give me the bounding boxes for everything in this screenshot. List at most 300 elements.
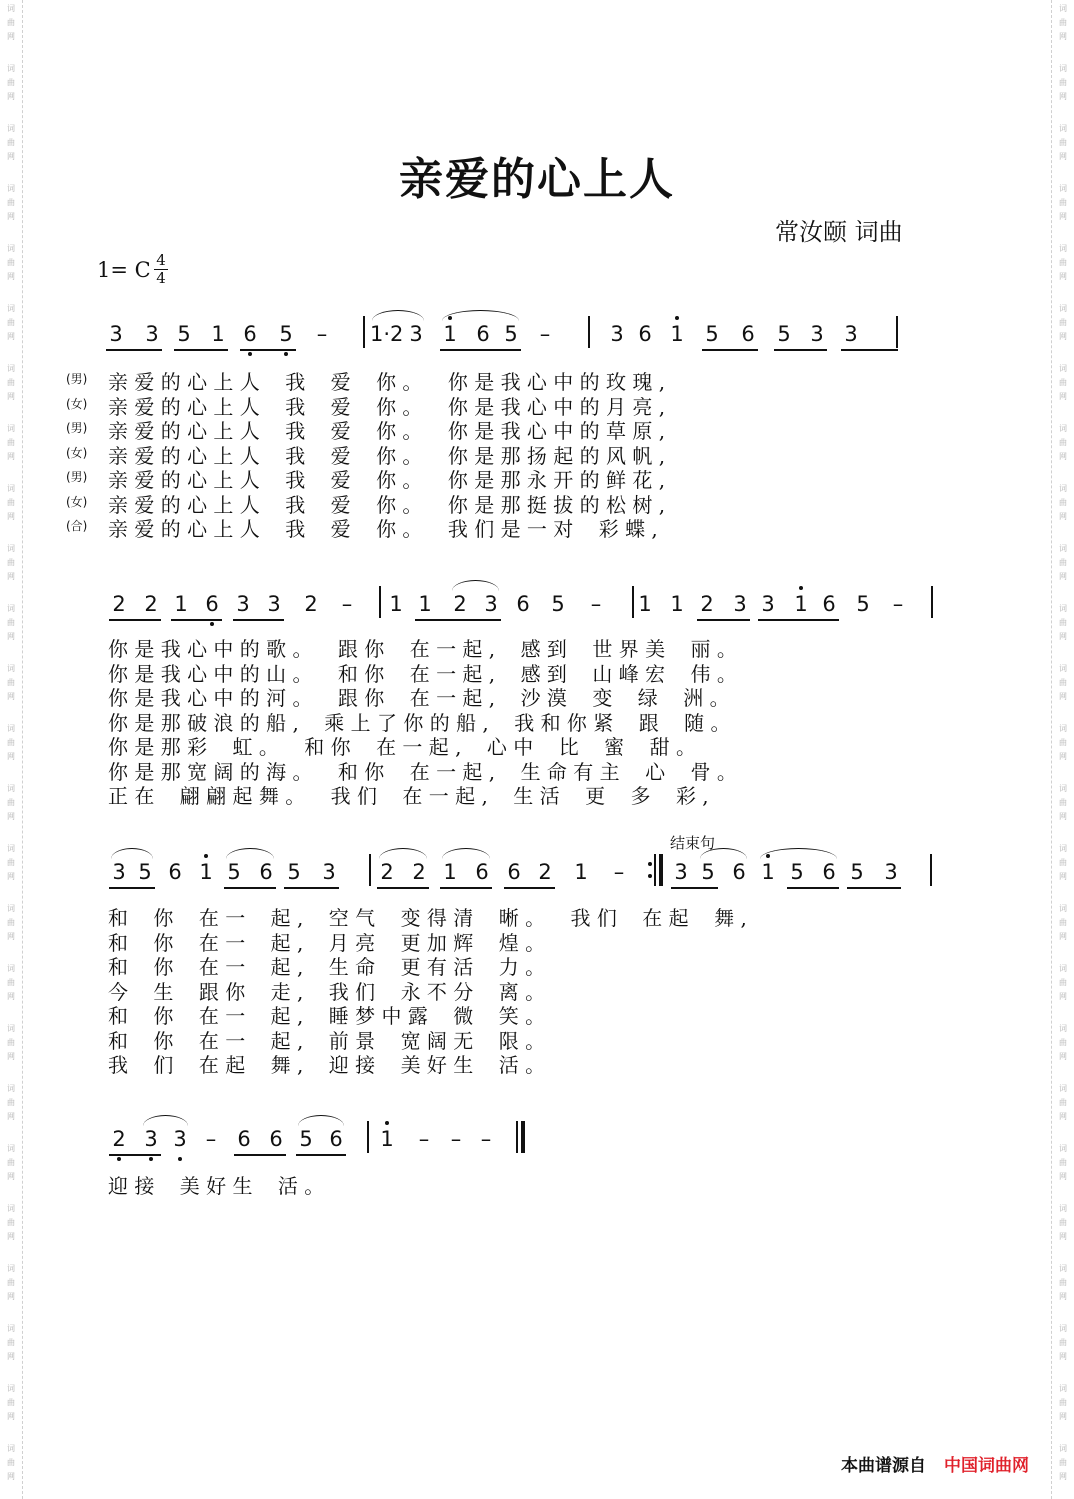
note: 6 [638, 322, 652, 346]
beam-underline [240, 349, 296, 351]
watermark-char: 网 [1059, 32, 1067, 41]
watermark-char: 曲 [7, 498, 15, 507]
watermark-char: 曲 [1059, 618, 1067, 627]
watermark-char: 词 [7, 784, 15, 793]
barline [379, 586, 381, 618]
barline [930, 854, 932, 886]
beam-underline [109, 619, 161, 621]
beam-underline [174, 349, 228, 351]
watermark-char: 曲 [7, 1458, 15, 1467]
beam-underline [702, 349, 758, 351]
note: 2 [112, 1127, 126, 1151]
lyric-line: 亲 爱 的 心 上 人 我 爱 你 。 你 是 我 心 中 的 草 原 , [108, 419, 666, 443]
watermark-char: 词 [1059, 244, 1067, 253]
song-title: 亲爱的心上人 [399, 154, 675, 205]
lyric-line: 亲 爱 的 心 上 人 我 爱 你 。 你 是 我 心 中 的 玫 瑰 , [108, 370, 666, 394]
watermark-char: 曲 [1059, 558, 1067, 567]
note: – [613, 860, 625, 884]
note: 5 [705, 322, 719, 346]
lyric-line: 今 生 跟 你 走 , 我 们 永 不 分 离 。 [108, 979, 546, 1004]
watermark-char: 网 [7, 212, 15, 221]
note: 6 [507, 860, 521, 884]
lyric-line: 正 在 翩 翩 起 舞 。 我 们 在 一 起 , 生 活 更 多 彩 , [108, 784, 709, 808]
watermark-char: 词 [7, 304, 15, 313]
watermark-char: 曲 [1059, 1458, 1067, 1467]
note: 2 [538, 860, 552, 884]
lyric-line: 亲 爱 的 心 上 人 我 爱 你 。 我 们 是 一 对 彩 蝶 , [108, 517, 658, 541]
watermark-char: 网 [1059, 92, 1067, 101]
note: 1 [389, 592, 403, 616]
watermark-char: 词 [1059, 124, 1067, 133]
ending-label: 结束句 [670, 834, 716, 852]
final-barline-thick [521, 1121, 525, 1153]
watermark-char: 网 [7, 512, 15, 521]
singer-role: (男) [66, 421, 88, 435]
beam-underline [440, 887, 492, 889]
watermark-char: 网 [1059, 332, 1067, 341]
note: 3 [884, 860, 898, 884]
note: 3 [322, 860, 336, 884]
watermark-char: 曲 [1059, 198, 1067, 207]
beam-underline [377, 887, 429, 889]
note: 1 [794, 592, 808, 616]
watermark-char: 网 [7, 872, 15, 881]
note: 6 [476, 322, 490, 346]
lyric-line: 你 是 我 心 中 的 山 。 和 你 在 一 起 , 感 到 山 峰 宏 伟 。 [108, 661, 737, 686]
beam-underline [234, 1154, 286, 1156]
watermark-char: 曲 [7, 738, 15, 747]
note: 2 [453, 592, 467, 616]
watermark-char: 词 [7, 544, 15, 553]
beam-underline [224, 887, 276, 889]
watermark-char: 网 [7, 1352, 15, 1361]
watermark-char: 词 [7, 1204, 15, 1213]
watermark-char: 网 [7, 992, 15, 1001]
watermark-char: 词 [7, 1264, 15, 1273]
note: – [450, 1127, 462, 1151]
watermark-char: 词 [1059, 1144, 1067, 1153]
note: 6 [516, 592, 530, 616]
note: 6 [822, 860, 836, 884]
note: 1 [199, 860, 213, 884]
watermark-char: 曲 [7, 198, 15, 207]
watermark-char: 网 [7, 572, 15, 581]
key-signature: 1= C [97, 258, 151, 282]
watermark-char: 曲 [1059, 678, 1067, 687]
note: 1 [638, 592, 652, 616]
watermark-char: 网 [1059, 1472, 1067, 1481]
watermark-char: 词 [1059, 1444, 1067, 1453]
watermark-char: 网 [1059, 872, 1067, 881]
watermark-char: 词 [7, 1444, 15, 1453]
note: 5 [777, 322, 791, 346]
watermark-char: 词 [7, 604, 15, 613]
note: 2 [412, 860, 426, 884]
slur [143, 1115, 188, 1126]
note: 5 [177, 322, 191, 346]
lyric-line: 亲 爱 的 心 上 人 我 爱 你 。 你 是 那 扬 起 的 风 帆 , [108, 443, 666, 468]
note: 3 [484, 592, 498, 616]
note-high-dot [799, 586, 803, 590]
watermark-char: 词 [1059, 184, 1067, 193]
watermark-char: 网 [1059, 992, 1067, 1001]
watermark-char: 曲 [7, 438, 15, 447]
note: 5 [279, 322, 293, 346]
right-watermark-strip [1051, 0, 1074, 1499]
final-barline-thin [654, 854, 656, 886]
singer-role: (男) [66, 470, 88, 484]
note-low-dot [210, 622, 214, 626]
watermark-char: 网 [1059, 212, 1067, 221]
note: – [480, 1127, 492, 1151]
beam-underline [233, 619, 284, 621]
watermark-char: 词 [7, 1384, 15, 1393]
watermark-char: 网 [7, 632, 15, 641]
watermark-char: 网 [7, 32, 15, 41]
note: 3 [145, 322, 159, 346]
watermark-char: 网 [1059, 512, 1067, 521]
beam-underline [109, 1154, 161, 1156]
note: 3 [844, 322, 858, 346]
watermark-char: 词 [7, 724, 15, 733]
watermark-char: 网 [7, 692, 15, 701]
beam-underline [171, 619, 222, 621]
barline [632, 586, 634, 618]
watermark-char: 网 [7, 1292, 15, 1301]
watermark-char: 网 [1059, 452, 1067, 461]
lyric-line: 你 是 我 心 中 的 河 。 跟 你 在 一 起 , 沙 漠 变 绿 洲 。 [108, 686, 730, 710]
watermark-char: 网 [7, 932, 15, 941]
watermark-char: 网 [1059, 1412, 1067, 1421]
watermark-char: 曲 [1059, 738, 1067, 747]
watermark-char: 曲 [1059, 978, 1067, 987]
note: 1 [670, 322, 684, 346]
note: 5 [850, 860, 864, 884]
slur [226, 848, 274, 859]
watermark-char: 词 [7, 184, 15, 193]
lyric-line: 和 你 在 一 起 , 空 气 变 得 清 晰 。 我 们 在 起 舞 , [108, 906, 747, 930]
footer-prefix: 本曲谱源自 [841, 1456, 926, 1476]
watermark-char: 曲 [1059, 18, 1067, 27]
watermark-char: 网 [1059, 1172, 1067, 1181]
note: 3 [810, 322, 824, 346]
watermark-char: 词 [7, 1024, 15, 1033]
final-barline-thick [659, 854, 663, 886]
note: 6 [732, 860, 746, 884]
slur [452, 580, 499, 591]
note: 6 [243, 322, 257, 346]
watermark-char: 曲 [7, 378, 15, 387]
note: 1 [380, 1127, 394, 1151]
watermark-char: 曲 [1059, 1398, 1067, 1407]
watermark-char: 网 [7, 752, 15, 761]
watermark-char: 网 [1059, 1052, 1067, 1061]
slur [442, 310, 519, 321]
lyric-line: 迎 接 美 好 生 活 。 [108, 1174, 325, 1198]
watermark-char: 网 [1059, 1352, 1067, 1361]
barline [363, 316, 365, 348]
singer-role: (女) [66, 396, 88, 411]
note: 3 [409, 322, 423, 346]
beam-underline [697, 619, 750, 621]
watermark-char: 曲 [7, 318, 15, 327]
watermark-char: 词 [7, 964, 15, 973]
watermark-char: 词 [1059, 484, 1067, 493]
watermark-char: 曲 [1059, 78, 1067, 87]
watermark-char: 曲 [7, 618, 15, 627]
watermark-char: 曲 [1059, 258, 1067, 267]
watermark-char: 曲 [7, 678, 15, 687]
watermark-char: 曲 [7, 138, 15, 147]
watermark-char: 网 [7, 272, 15, 281]
left-watermark-strip [0, 0, 23, 1499]
note: – [539, 322, 551, 346]
lyric-line: 和 你 在 一 起 , 生 命 更 有 活 力 。 [108, 955, 546, 979]
lyric-line: 你 是 那 宽 阔 的 海 。 和 你 在 一 起 , 生 命 有 主 心 骨 。 [108, 759, 737, 784]
watermark-char: 网 [7, 92, 15, 101]
watermark-char: 词 [1059, 424, 1067, 433]
final-barline-thin [516, 1121, 518, 1153]
watermark-char: 曲 [1059, 1278, 1067, 1287]
slur [111, 848, 153, 859]
note: 5 [287, 860, 301, 884]
note-low-dot [248, 352, 252, 356]
note-high-dot [385, 1121, 389, 1125]
beam-underline [504, 887, 555, 889]
composer-credit: 常汝颐 词曲 [775, 218, 903, 246]
watermark-char: 网 [1059, 1112, 1067, 1121]
note: 1 [443, 860, 457, 884]
time-signature-bottom: 4 [156, 269, 166, 287]
source-footer [841, 1451, 1029, 1476]
repeat-dot [648, 874, 652, 878]
note: 5 [856, 592, 870, 616]
note: 6 [329, 1127, 343, 1151]
beam-underline [671, 887, 718, 889]
watermark-char: 网 [7, 1172, 15, 1181]
singer-role: (女) [66, 494, 88, 509]
watermark-char: 词 [7, 4, 15, 13]
watermark-char: 网 [7, 1232, 15, 1241]
watermark-char: 曲 [1059, 1158, 1067, 1167]
note: 3 [144, 1127, 158, 1151]
watermark-char: 网 [7, 1112, 15, 1121]
note: 3 [112, 860, 126, 884]
barline [588, 316, 590, 348]
barline [931, 586, 933, 618]
watermark-char: 网 [1059, 1292, 1067, 1301]
beam-underline [109, 887, 155, 889]
note: 2 [112, 592, 126, 616]
slur [379, 848, 427, 859]
barline [369, 854, 371, 886]
note-low-dot [178, 1157, 182, 1161]
beam-underline [841, 349, 898, 351]
beam-underline [415, 619, 501, 621]
watermark-char: 曲 [7, 1278, 15, 1287]
watermark-char: 曲 [7, 978, 15, 987]
lyric-line: 你 是 那 破 浪 的 船 , 乘 上 了 你 的 船 , 我 和 你 紧 跟 随 。 [108, 710, 731, 735]
watermark-char: 网 [1059, 812, 1067, 821]
watermark-char: 曲 [7, 1398, 15, 1407]
lyric-line: 亲 爱 的 心 上 人 我 爱 你 。 你 是 那 挺 拔 的 松 树 , [108, 492, 666, 517]
note: 1 [174, 592, 188, 616]
note: 5 [138, 860, 152, 884]
note: 1 [418, 592, 432, 616]
note: 3 [267, 592, 281, 616]
note-high-dot [675, 316, 679, 320]
slur [372, 310, 424, 321]
watermark-char: 网 [7, 1472, 15, 1481]
beam-underline [847, 887, 901, 889]
note: 1 [761, 860, 775, 884]
note: 1 [211, 322, 225, 346]
watermark-char: 网 [1059, 152, 1067, 161]
beam-underline [787, 887, 839, 889]
beam-underline [774, 349, 827, 351]
slur [298, 1115, 344, 1126]
note: 6 [259, 860, 273, 884]
note: 3 [109, 322, 123, 346]
singer-role: (女) [66, 445, 88, 460]
barline [367, 1121, 369, 1153]
watermark-char: 曲 [1059, 1218, 1067, 1227]
lyric-line: 和 你 在 一 起 , 睡 梦 中 露 微 笑 。 [108, 1004, 546, 1028]
watermark-char: 曲 [1059, 498, 1067, 507]
watermark-char: 网 [7, 1052, 15, 1061]
note: – [418, 1127, 430, 1151]
slur [760, 848, 837, 859]
note: 3 [674, 860, 688, 884]
note: 5 [227, 860, 241, 884]
note: 5 [701, 860, 715, 884]
watermark-char: 词 [7, 64, 15, 73]
lyric-line: 和 你 在 一 起 , 前 景 宽 阔 无 限 。 [108, 1028, 546, 1053]
watermark-char: 词 [7, 904, 15, 913]
lyric-line: 亲 爱 的 心 上 人 我 爱 你 。 你 是 我 心 中 的 月 亮 , [108, 394, 666, 419]
watermark-char: 曲 [7, 258, 15, 267]
watermark-char: 词 [7, 244, 15, 253]
watermark-char: 曲 [1059, 918, 1067, 927]
note: 5 [551, 592, 565, 616]
watermark-char: 曲 [1059, 438, 1067, 447]
watermark-char: 曲 [7, 858, 15, 867]
watermark-char: 网 [1059, 632, 1067, 641]
watermark-char: 曲 [7, 78, 15, 87]
note: – [892, 592, 904, 616]
watermark-char: 词 [7, 484, 15, 493]
watermark-char: 网 [1059, 572, 1067, 581]
lyric-line: 你 是 我 心 中 的 歌 。 跟 你 在 一 起 , 感 到 世 界 美 丽 。 [108, 637, 737, 661]
note: 5 [790, 860, 804, 884]
watermark-char: 曲 [1059, 1098, 1067, 1107]
watermark-char: 网 [1059, 392, 1067, 401]
beam-underline [758, 619, 839, 621]
watermark-char: 词 [1059, 304, 1067, 313]
watermark-char: 网 [7, 332, 15, 341]
watermark-char: 曲 [1059, 1338, 1067, 1347]
note: 3 [761, 592, 775, 616]
watermark-char: 词 [7, 844, 15, 853]
footer-site-link[interactable]: 中国词曲网 [944, 1456, 1029, 1476]
watermark-char: 词 [1059, 544, 1067, 553]
beam-underline [296, 1154, 346, 1156]
time-signature [154, 253, 168, 286]
watermark-char: 曲 [1059, 858, 1067, 867]
watermark-char: 词 [1059, 1084, 1067, 1093]
note: 1 [443, 322, 457, 346]
watermark-char: 曲 [1059, 1038, 1067, 1047]
note: 3 [236, 592, 250, 616]
note: 1·2 [370, 322, 404, 346]
note-low-dot [149, 1157, 153, 1161]
watermark-char: 词 [1059, 4, 1067, 13]
note: 5 [504, 322, 518, 346]
watermark-char: 曲 [7, 1038, 15, 1047]
watermark-char: 网 [1059, 1232, 1067, 1241]
note: 3 [733, 592, 747, 616]
watermark-char: 曲 [7, 558, 15, 567]
watermark-char: 词 [1059, 1204, 1067, 1213]
barline [896, 316, 898, 348]
watermark-char: 词 [1059, 1324, 1067, 1333]
lyric-line: 你 是 那 彩 虹 。 和 你 在 一 起 , 心 中 比 蜜 甜 。 [108, 735, 696, 759]
lyric-line: 和 你 在 一 起 , 月 亮 更 加 辉 煌 。 [108, 930, 546, 955]
watermark-char: 词 [1059, 784, 1067, 793]
watermark-char: 曲 [1059, 798, 1067, 807]
beam-underline [106, 349, 162, 351]
time-signature-top: 4 [156, 251, 166, 269]
watermark-char: 网 [7, 392, 15, 401]
note: 1 [574, 860, 588, 884]
watermark-char: 词 [7, 364, 15, 373]
note: 6 [269, 1127, 283, 1151]
watermark-char: 词 [7, 664, 15, 673]
watermark-char: 词 [7, 1084, 15, 1093]
note: 6 [741, 322, 755, 346]
watermark-char: 词 [7, 1324, 15, 1333]
note-high-dot [204, 854, 208, 858]
watermark-char: 词 [1059, 664, 1067, 673]
watermark-char: 网 [7, 452, 15, 461]
watermark-char: 词 [7, 1144, 15, 1153]
watermark-char: 曲 [7, 1158, 15, 1167]
watermark-char: 网 [7, 812, 15, 821]
singer-role: (合) [66, 519, 88, 533]
note-low-dot [284, 352, 288, 356]
watermark-char: 曲 [7, 1218, 15, 1227]
watermark-char: 词 [7, 424, 15, 433]
note: 6 [237, 1127, 251, 1151]
note: – [341, 592, 353, 616]
watermark-char: 曲 [1059, 138, 1067, 147]
watermark-char: 网 [7, 1412, 15, 1421]
note: 6 [822, 592, 836, 616]
lyric-line: 我 们 在 起 舞 , 迎 接 美 好 生 活 。 [108, 1053, 546, 1077]
watermark-char: 词 [1059, 1264, 1067, 1273]
watermark-char: 词 [1059, 604, 1067, 613]
watermark-char: 词 [1059, 1384, 1067, 1393]
watermark-char: 词 [1059, 1024, 1067, 1033]
note: 2 [304, 592, 318, 616]
watermark-char: 曲 [1059, 378, 1067, 387]
slur [442, 848, 490, 859]
note: 3 [173, 1127, 187, 1151]
watermark-char: 网 [1059, 692, 1067, 701]
note: 5 [299, 1127, 313, 1151]
singer-role: (男) [66, 372, 88, 386]
note: – [590, 592, 602, 616]
